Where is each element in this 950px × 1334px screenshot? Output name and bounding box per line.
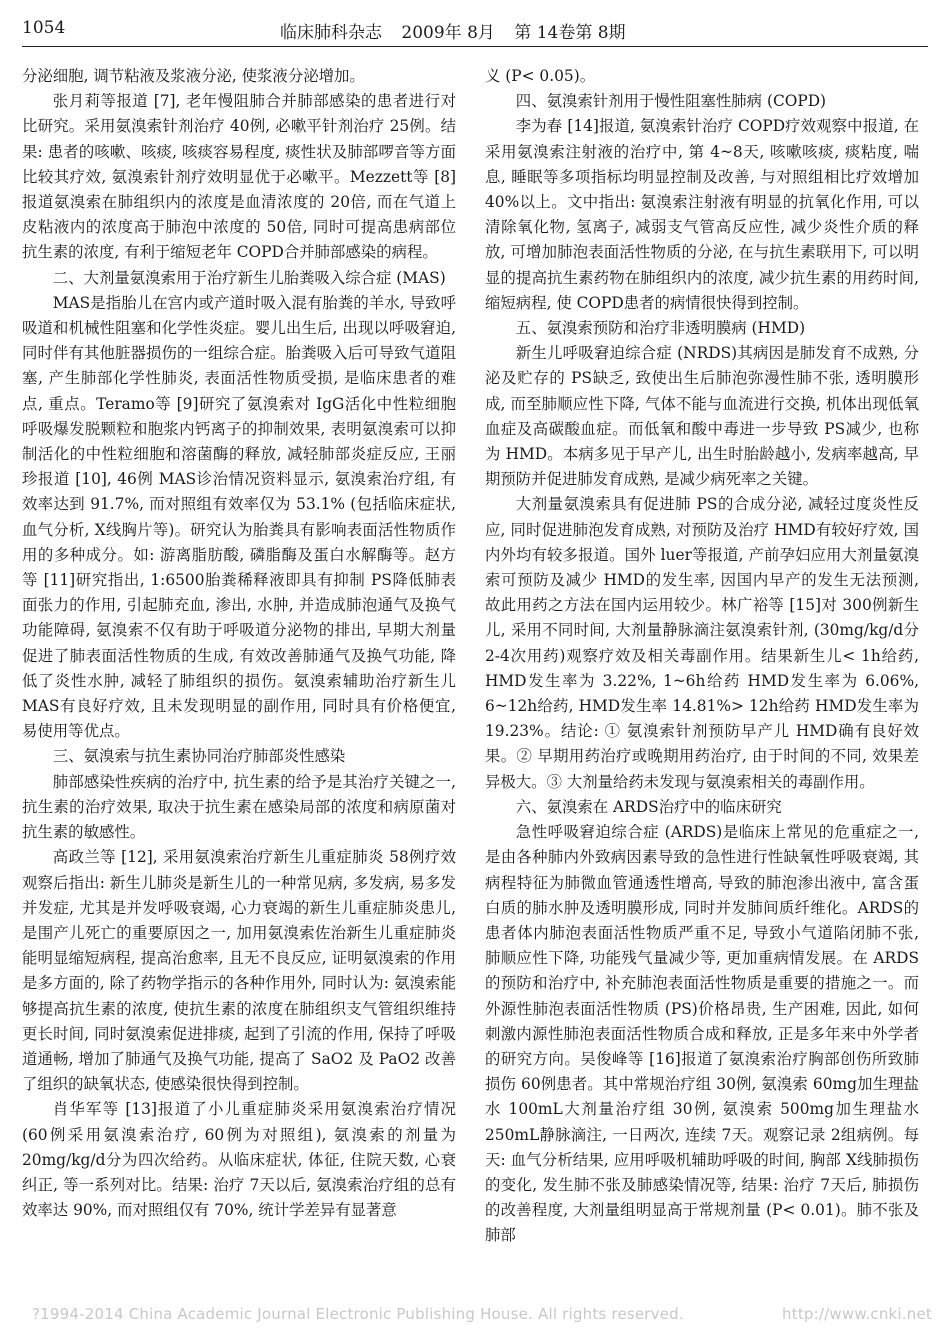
paragraph: 高政兰等 [12], 采用氨溴索治疗新生儿重症肺炎 58例疗效观察后指出: 新生儿肺炎是新生儿的一种常见病, 多发病, 易多发并发症, 尤其是并发呼吸衰竭, 心力衰竭的新生儿重症肺炎患儿, 是围产儿死亡的重要原因之一, 加用氨溴索佐治新生儿重症肺炎能明显缩短病程, 提高治愈率, 且无不良反应, 证明氨溴索的作用是多方面的, 除了药物学指示的各种作用外, 同时认为: 氨溴索能够提高抗生素的浓度, 使抗生素的浓度在肺组织支气管组织维持更长时间, 同时氨溴索促进排痰, 起到了引流的作用, 保持了呼吸道通畅, 增加了肺通气及换气功能, 提高了 SaO2 及 PaO2 改善了组织的缺氧状态, 使感染很快得到控制。 [22,848,456,1094]
paragraph: 分泌细胞, 调节粘液及浆液分泌, 使浆液分泌增加。 [22,67,365,85]
paragraph: 张月莉等报道 [7], 老年慢阻肺合并肺部感染的患者进行对比研究。采用氨溴索针剂治疗 40例, 必嗽平针剂治疗 25例。结果: 患者的咳嗽、咳痰, 咳痰容易程度, 痰性状及肺部啰音等方面比较其疗效, 氨溴索针剂疗效明显优于必嗽平。Mezzett等 [8]报道氨溴索在肺组织内的浓度是血清浓度的 20倍, 而在气道上皮粘液内的浓度高于肺泡中浓度的 50倍, 同时可提高患病部位抗生素的浓度, 有利于缩短老年 COPD合并肺部感染的病程。 [22,92,456,262]
paragraph: 急性呼吸窘迫综合症 (ARDS)是临床上常见的危重症之一, 是由各种肺内外致病因素导致的急性进行性缺氧性呼吸衰竭, 其病程特征为肺微血管通透性增高, 导致的肺泡渗出液中, 富含蛋白质的肺水肿及透明膜形成, 同时并发肺间质纤维化。ARDS的患者体内肺泡表面活性物质严重不足, 导致小气道陷闭肺不张, 肺顺应性下降, 功能残气量减少等, 更加重病情发展。在 ARDS的预防和治疗中, 补充肺泡表面活性物质是重要的措施之一。而外源性肺泡表面活性物质 (PS)价格昂贵, 生产困难, 因此, 如何刺激内源性肺泡表面活性物质合成和释放, 正是多年来中外学者的研究方向。吴俊峰等 [16]报道了氨溴索治疗胸部创伤所致肺损伤 60例患者。其中常规治疗组 30例, 氨溴索 60mg加生理盐水 100mL大剂量治疗组 30例, 氨溴索 500mg加生理盐水 250mL静脉滴注, 一日两次, 连续 7天。观察记录 2组病例。每天: 血气分析结果, 应用呼吸机辅助呼吸的时间, 胸部 X线肺损伤的变化, 发生肺不张及肺感染情况等, 结果: 治疗 7天后, 肺损伤的改善程度, 大剂量组明显高于常规剂量 (P< 0.01)。肺不张及肺部 [485,823,919,1245]
paragraph: 李为春 [14]报道, 氨溴索针治疗 COPD疗效观察中报道, 在采用氨溴索注射液的治疗中, 第 4~8天, 咳嗽咳痰, 痰粘度, 喘息, 睡眠等多项指标均明显控制及改善, 与对照组相比疗效增加 40%以上。文中指出: 氨溴索注射液有明显的抗氧化作用, 可以清除氧化物, 氢离子, 减弱支气管高反应性, 减少炎性介质的释放, 可增加肺泡表面活性物质的分泌, 在与抗生素联用下, 可以明显的提高抗生素药物在肺组织内的浓度, 减少抗生素的用药时间, 缩短病程, 使 COPD患者的病情很快得到控制。 [485,117,919,312]
paragraph: MAS是指胎儿在宫内或产道时吸入混有胎粪的羊水, 导致呼吸道和机械性阻塞和化学性炎症。婴儿出生后, 出现以呼吸窘迫, 同时伴有其他脏器损伤的一组综合症。胎粪吸入后可导致气道阻塞, 产生肺部化学性肺炎, 表面活性物质受损, 是临床患者的难点, 重点。Teramo等 [9]研究了氨溴索对 IgG活化中性粒细胞呼吸爆发脱颗粒和胞浆内钙离子的抑制效果, 表明氨溴索可以抑制活化的中性粒细胞和溶菌酶的释放, 减轻肺部炎症反应, 王丽珍报道 [10], 46例 MAS诊治情况资料显示, 氨溴索治疗组, 有效率达到 91.7%, 而对照组有效率仅为 53.1% (包括临床症状, 血气分析, X线胸片等)。研究认为胎粪具有影响表面活性物质作用的多种成分。如: 游离脂肪酸, 磷脂酶及蛋白水解酶等。赵方等 [11]研究指出, 1:6500胎粪稀释液即具有抑制 PS降低肺表面张力的作用, 引起肺充血, 渗出, 水肿, 并造成肺泡通气及换气功能障碍, 氨溴索不仅有助于呼吸道分泌物的排出, 早期大剂量促进了肺表面活性物质的生成, 有效改善肺通气及换气功能, 降低了炎性水肿, 减轻了肺组织的损伤。氨溴索辅助治疗新生儿 MAS有良好疗效, 且未发现明显的副作用, 同时具有价格便宜, 易使用等优点。 [22,293,456,741]
paragraph: 义 (P< 0.05)。 [485,67,596,85]
section-heading: 六、氨溴索在 ARDS治疗中的临床研究 [515,797,782,816]
volume-issue: 第 14卷第 8期 [514,23,626,43]
paragraph: 大剂量氨溴索具有促进肺 PS的合成分泌, 减轻过度炎性反应, 同时促进肺泡发育成熟, 对预防及治疗 HMD有较好疗效, 国内外均有较多报道。国外 luer等报道, 产前孕妇应用大剂量氨溴索可预防及减少 HMD的发生率, 因国内早产的发生无法预测, 故此用药之方法在国内运用较少。林广裕等 [15]对 300例新生儿, 采用不同时间, 大剂量静脉滴注氨溴索针剂, (30mg/kg/d分 2-4次用药)观察疗效及相关毒副作用。结果新生儿< 1h给药, HMD发生率为 3.22%, 1~6h给药 HMD发生率为 6.06%, 6~12h给药, HMD发生率 14.81%> 12h给药 HMD发生率为 19.23%。结论: ① 氨溴索针剂预防早产儿 HMD确有良好效果。② 早期用药治疗或晚期用药治疗, 由于时间的不同, 效果差异极大。③ 大剂量给药未发现与氨溴索相关的毒副作用。 [485,495,919,791]
right-column [485,64,919,1249]
left-column [22,64,456,1223]
section-heading: 二、大剂量氨溴索用于治疗新生儿胎粪吸入综合症 (MAS) [52,268,446,287]
paragraph: 新生儿呼吸窘迫综合症 (NRDS)其病因是肺发育不成熟, 分泌及贮存的 PS缺乏, 致使出生后肺泡弥漫性肺不张, 透明膜形成, 而至肺顺应性下降, 气体不能与血流进行交换, 机体出现低氧血症及高碳酸血症。而低氧和酸中毒进一步导致 PS减少, 也称为 HMD。本病多见于早产儿, 出生时胎龄越小, 发病率越高, 早期预防并促进肺发育成熟, 是减少病死率之关键。 [485,344,919,489]
footer-url[interactable]: http://www.cnki.net [782,1305,932,1323]
journal-info [280,18,640,43]
copyright-notice: ?1994-2014 China Academic Journal Electronic Publishing House. All rights reserved. [32,1305,684,1323]
journal-name: 临床肺科杂志 [280,23,382,43]
page-number: 1054 [22,18,66,38]
page-footer [32,1305,932,1323]
paragraph: 肖华军等 [13]报道了小儿重症肺炎采用氨溴索治疗情况 (60例采用氨溴索治疗, 60例为对照组), 氨溴索的剂量为 20mg/kg/d分为四次给药。从临床症状, 体征, 住院天数, 心衰纠正, 等一系列对比。结果: 治疗 7天以后, 氨溴索治疗组的总有效率达 90%, 而对照组仅有 70%, 统计学差异有显著意 [22,1100,456,1220]
section-heading: 四、氨溴索针剂用于慢性阻塞性肺病 (COPD) [515,92,827,111]
page-header [22,14,928,47]
issue-date: 2009年 8月 [401,23,495,43]
section-heading: 五、氨溴索预防和治疗非透明膜病 (HMD) [515,319,806,338]
paragraph: 肺部感染性疾病的治疗中, 抗生素的给予是其治疗关键之一, 抗生素的治疗效果, 取决于抗生素在感染局部的浓度和病原菌对抗生素的敏感性。 [22,772,456,842]
section-heading: 三、氨溴索与抗生素协同治疗肺部炎性感染 [52,747,346,766]
